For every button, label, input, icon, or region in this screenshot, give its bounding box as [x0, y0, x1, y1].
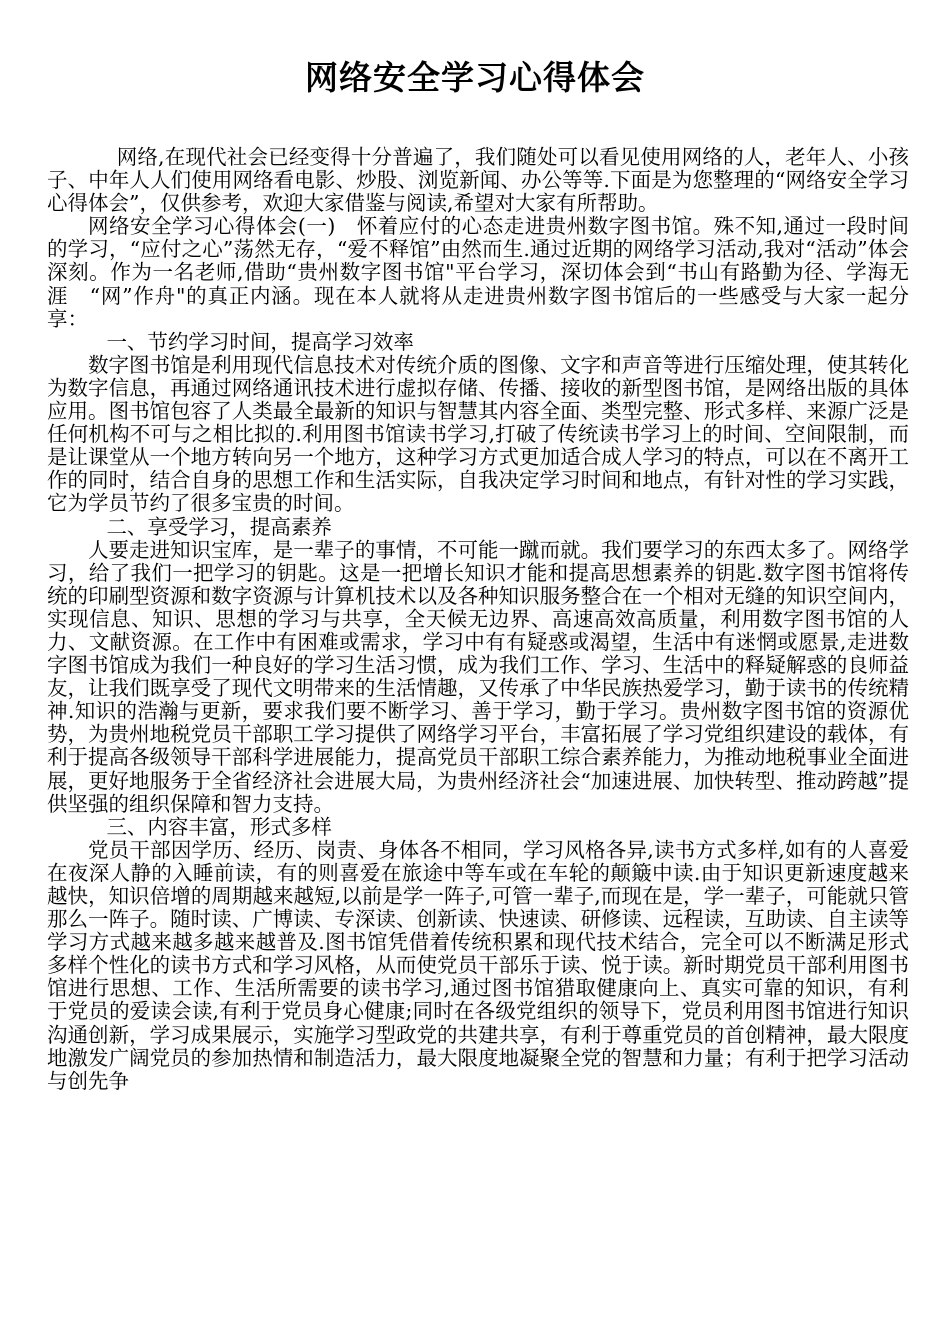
section-heading: 二、享受学习，提高素养 [106, 514, 332, 539]
document-body [47, 146, 909, 1093]
body-paragraph: 党员干部因学历、经历、岗责、身体各不相同，学习风格各异,读书方式多样,如有的人喜爱在夜深人静的入睡前读，有的则喜爱在旅途中等车或在车轮的颠簸中读.由于知识更新速度越来越快，知识倍增的周期越来越短,以前是学一阵子,可管一辈子,而现在是，学一辈子，可能就只管那么一阵子。随时读、广博读、专深读、创新读、快速读、研修读、远程读，互助读、自主读等学习方式越来越多越来越普及.图书馆凭借着传统积累和现代技术结合，完全可以不断满足形式多样个性化的读书方式和学习风格，从而使党员干部乐于读、悦于读。新时期党员干部利用图书馆进行思想、工作、生活所需要的读书学习,通过图书馆猎取健康向上、真实可靠的知识，有利于党员的爱读会读,有利于党员身心健康;同时在各级党组织的领导下，党员利用图书馆进行知识沟通创新，学习成果展示，实施学习型政党的共建共享，有利于尊重党员的首创精神，最大限度地激发广阔党员的参加热情和制造活力，最大限度地凝聚全党的智慧和力量；有利于把学习活动与创先争 [47, 837, 909, 1093]
body-paragraph: 网络安全学习心得体会(一) 怀着应付的心态走进贵州数字图书馆。殊不知,通过一段时间的学习，“应付之心”荡然无存，“爱不释馆”由然而生.通过近期的网络学习活动,我对“活动”体会深刻。作为一名老师,借助“贵州数字图书馆"平台学习，深切体会到“书山有路勤为径、学海无涯 “网”作舟"的真正内涵。现在本人就将从走进贵州数字图书馆后的一些感受与大家一起分享： [47, 214, 909, 331]
section-heading: 三、内容丰富，形式多样 [106, 814, 332, 839]
intro-paragraph: 网络,在现代社会已经变得十分普遍了，我们随处可以看见使用网络的人，老年人、小孩子、中年人人们使用网络看电影、炒股、浏览新闻、办公等等.下面是为您整理的“网络安全学习心得体会”，仅供参考，欢迎大家借鉴与阅读,希望对大家有所帮助。 [47, 145, 909, 216]
document-title: 网络安全学习心得体会 [305, 58, 645, 97]
section-heading: 一、节约学习时间，提高学习效率 [106, 329, 414, 354]
body-paragraph: 人要走进知识宝库，是一辈子的事情，不可能一蹴而就。我们要学习的东西太多了。网络学习，给了我们一把学习的钥匙。这是一把增长知识才能和提高思想素养的钥匙.数字图书馆将传统的印刷型资源和数字资源与计算机技术以及各种知识服务整合在一个相对无缝的知识空间内，实现信息、知识、思想的学习与共享，全天候无边界、高速高效高质量，利用数字图书馆的人力、文献资源。在工作中有困难或需求，学习中有有疑惑或渴望，生活中有迷惘或愿景,走进数字图书馆成为我们一种良好的学习生活习惯，成为我们工作、学习、生活中的释疑解惑的良师益友，让我们既享受了现代文明带来的生活情趣，又传承了中华民族热爱学习，勤于读书的传统精神.知识的浩瀚与更新，要求我们要不断学习、善于学习，勤于学习。贵州数字图书馆的资源优势，为贵州地税党员干部职工学习提供了网络学习平台，丰富拓展了学习党组织建设的载体，有利于提高各级领导干部科学进展能力，提高党员干部职工综合素养能力，为推动地税事业全面进展，更好地服务于全省经济社会进展大局，为贵州经济社会“加速进展、加快转型、推动跨越”提供坚强的组织保障和智力支持。 [47, 537, 909, 816]
body-paragraph: 数字图书馆是利用现代信息技术对传统介质的图像、文字和声音等进行压缩处理，使其转化为数字信息，再通过网络通讯技术进行虚拟存储、传播、接收的新型图书馆，是网络出版的具体应用。图书馆包容了人类最全最新的知识与智慧其内容全面、类型完整、形式多样、来源广泛是任何机构不可与之相比拟的.利用图书馆读书学习,打破了传统读书学习上的时间、空间限制，而是让课堂从一个地方转向另一个地方，这种学习方式更加适合成人学习的特点，可以在不离开工作的同时，结合自身的思想工作和生活实际，自我决定学习时间和地点，有针对性的学习实践，它为学员节约了很多宝贵的时间。 [47, 352, 909, 516]
